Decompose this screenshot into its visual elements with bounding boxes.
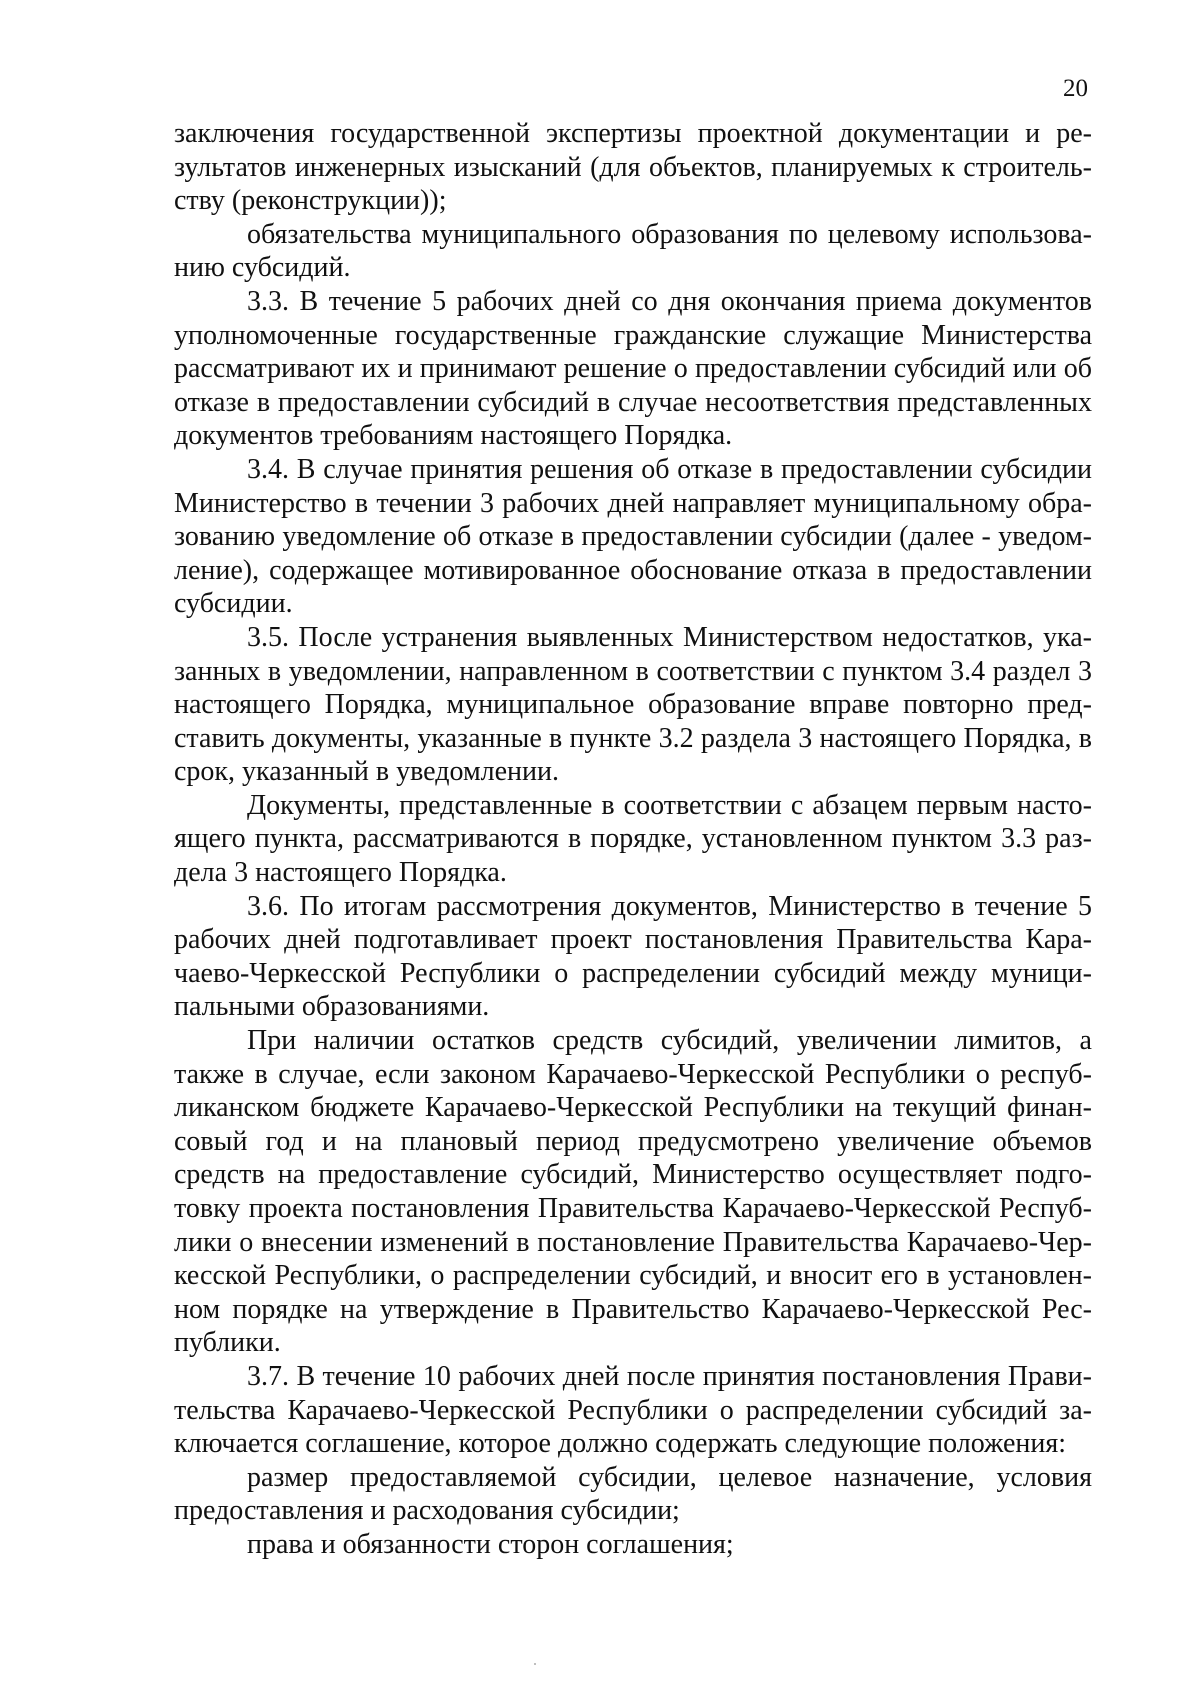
paragraph: 3.4. В случае принятия решения об отказе в предоставлении субсидии Министерство в течении 3 рабочих дней направляет муниципальному образованию уведомление об отказе в предоставлении субсидии (далее - уведомление), содержащее мотивированное обоснование отказа в предоставлении субсидии. [174, 453, 1092, 620]
paragraph: 3.7. В течение 10 рабочих дней после принятия постановления Правительства Карачаево-Черкесской Республики о распределении субсидий заключается соглашение, которое должно содержать следующие положения: [174, 1360, 1092, 1460]
paragraph: Документы, представленные в соответствии с абзацем первым настоящего пункта, рассматриваются в порядке, установленном пунктом 3.3 раздела 3 настоящего Порядка. [174, 789, 1092, 889]
paragraph: 3.3. В течение 5 рабочих дней со дня окончания приема документов уполномоченные государственные гражданские служащие Министерства рассматривают их и принимают решение о предоставлении субсидий или об отказе в предоставлении субсидий в случае несоответствия представленных документов требованиям настоящего Порядка. [174, 285, 1092, 452]
scan-speck [534, 1663, 536, 1665]
paragraph: 3.6. По итогам рассмотрения документов, Министерство в течение 5 рабочих дней подготавливает проект постановления Правительства Карачаево-Черкесской Республики о распределении субсидий между муниципальными образованиями. [174, 890, 1092, 1023]
paragraph: При наличии остатков средств субсидий, увеличении лимитов, а также в случае, если законом Карачаево-Черкесской Республики о республиканском бюджете Карачаево-Черкесской Республики на текущий финансовый год и на плановый период предусмотрено увеличение объемов средств на предоставление субсидий, Министерство осуществляет подготовку проекта постановления Правительства Карачаево-Черкесской Республики о внесении изменений в постановление Правительства Карачаево-Черкесской Республики, о распределении субсидий, и вносит его в установленном порядке на утверждение в Правительство Карачаево-Черкесской Республики. [174, 1025, 1092, 1359]
paragraph: 3.5. После устранения выявленных Министерством недостатков, указанных в уведомлении, направленном в соответствии с пунктом 3.4 раздел 3 настоящего Порядка, муниципальное образование вправе повторно представить документы, указанные в пункте 3.2 раздела 3 настоящего Порядка, в срок, указанный в уведомлении. [174, 621, 1092, 788]
document-body [174, 117, 1092, 1562]
paragraph: заключения государственной экспертизы проектной документации и результатов инженерных изысканий (для объектов, планируемых к строительству (реконструкции)); [174, 118, 1092, 217]
paragraph: размер предоставляемой субсидии, целевое назначение, условия предоставления и расходования субсидии; [174, 1461, 1092, 1527]
page-number: 20 [1063, 75, 1088, 102]
paragraph: права и обязанности сторон соглашения; [247, 1528, 734, 1560]
paragraph: обязательства муниципального образования по целевому использованию субсидий. [174, 218, 1092, 284]
